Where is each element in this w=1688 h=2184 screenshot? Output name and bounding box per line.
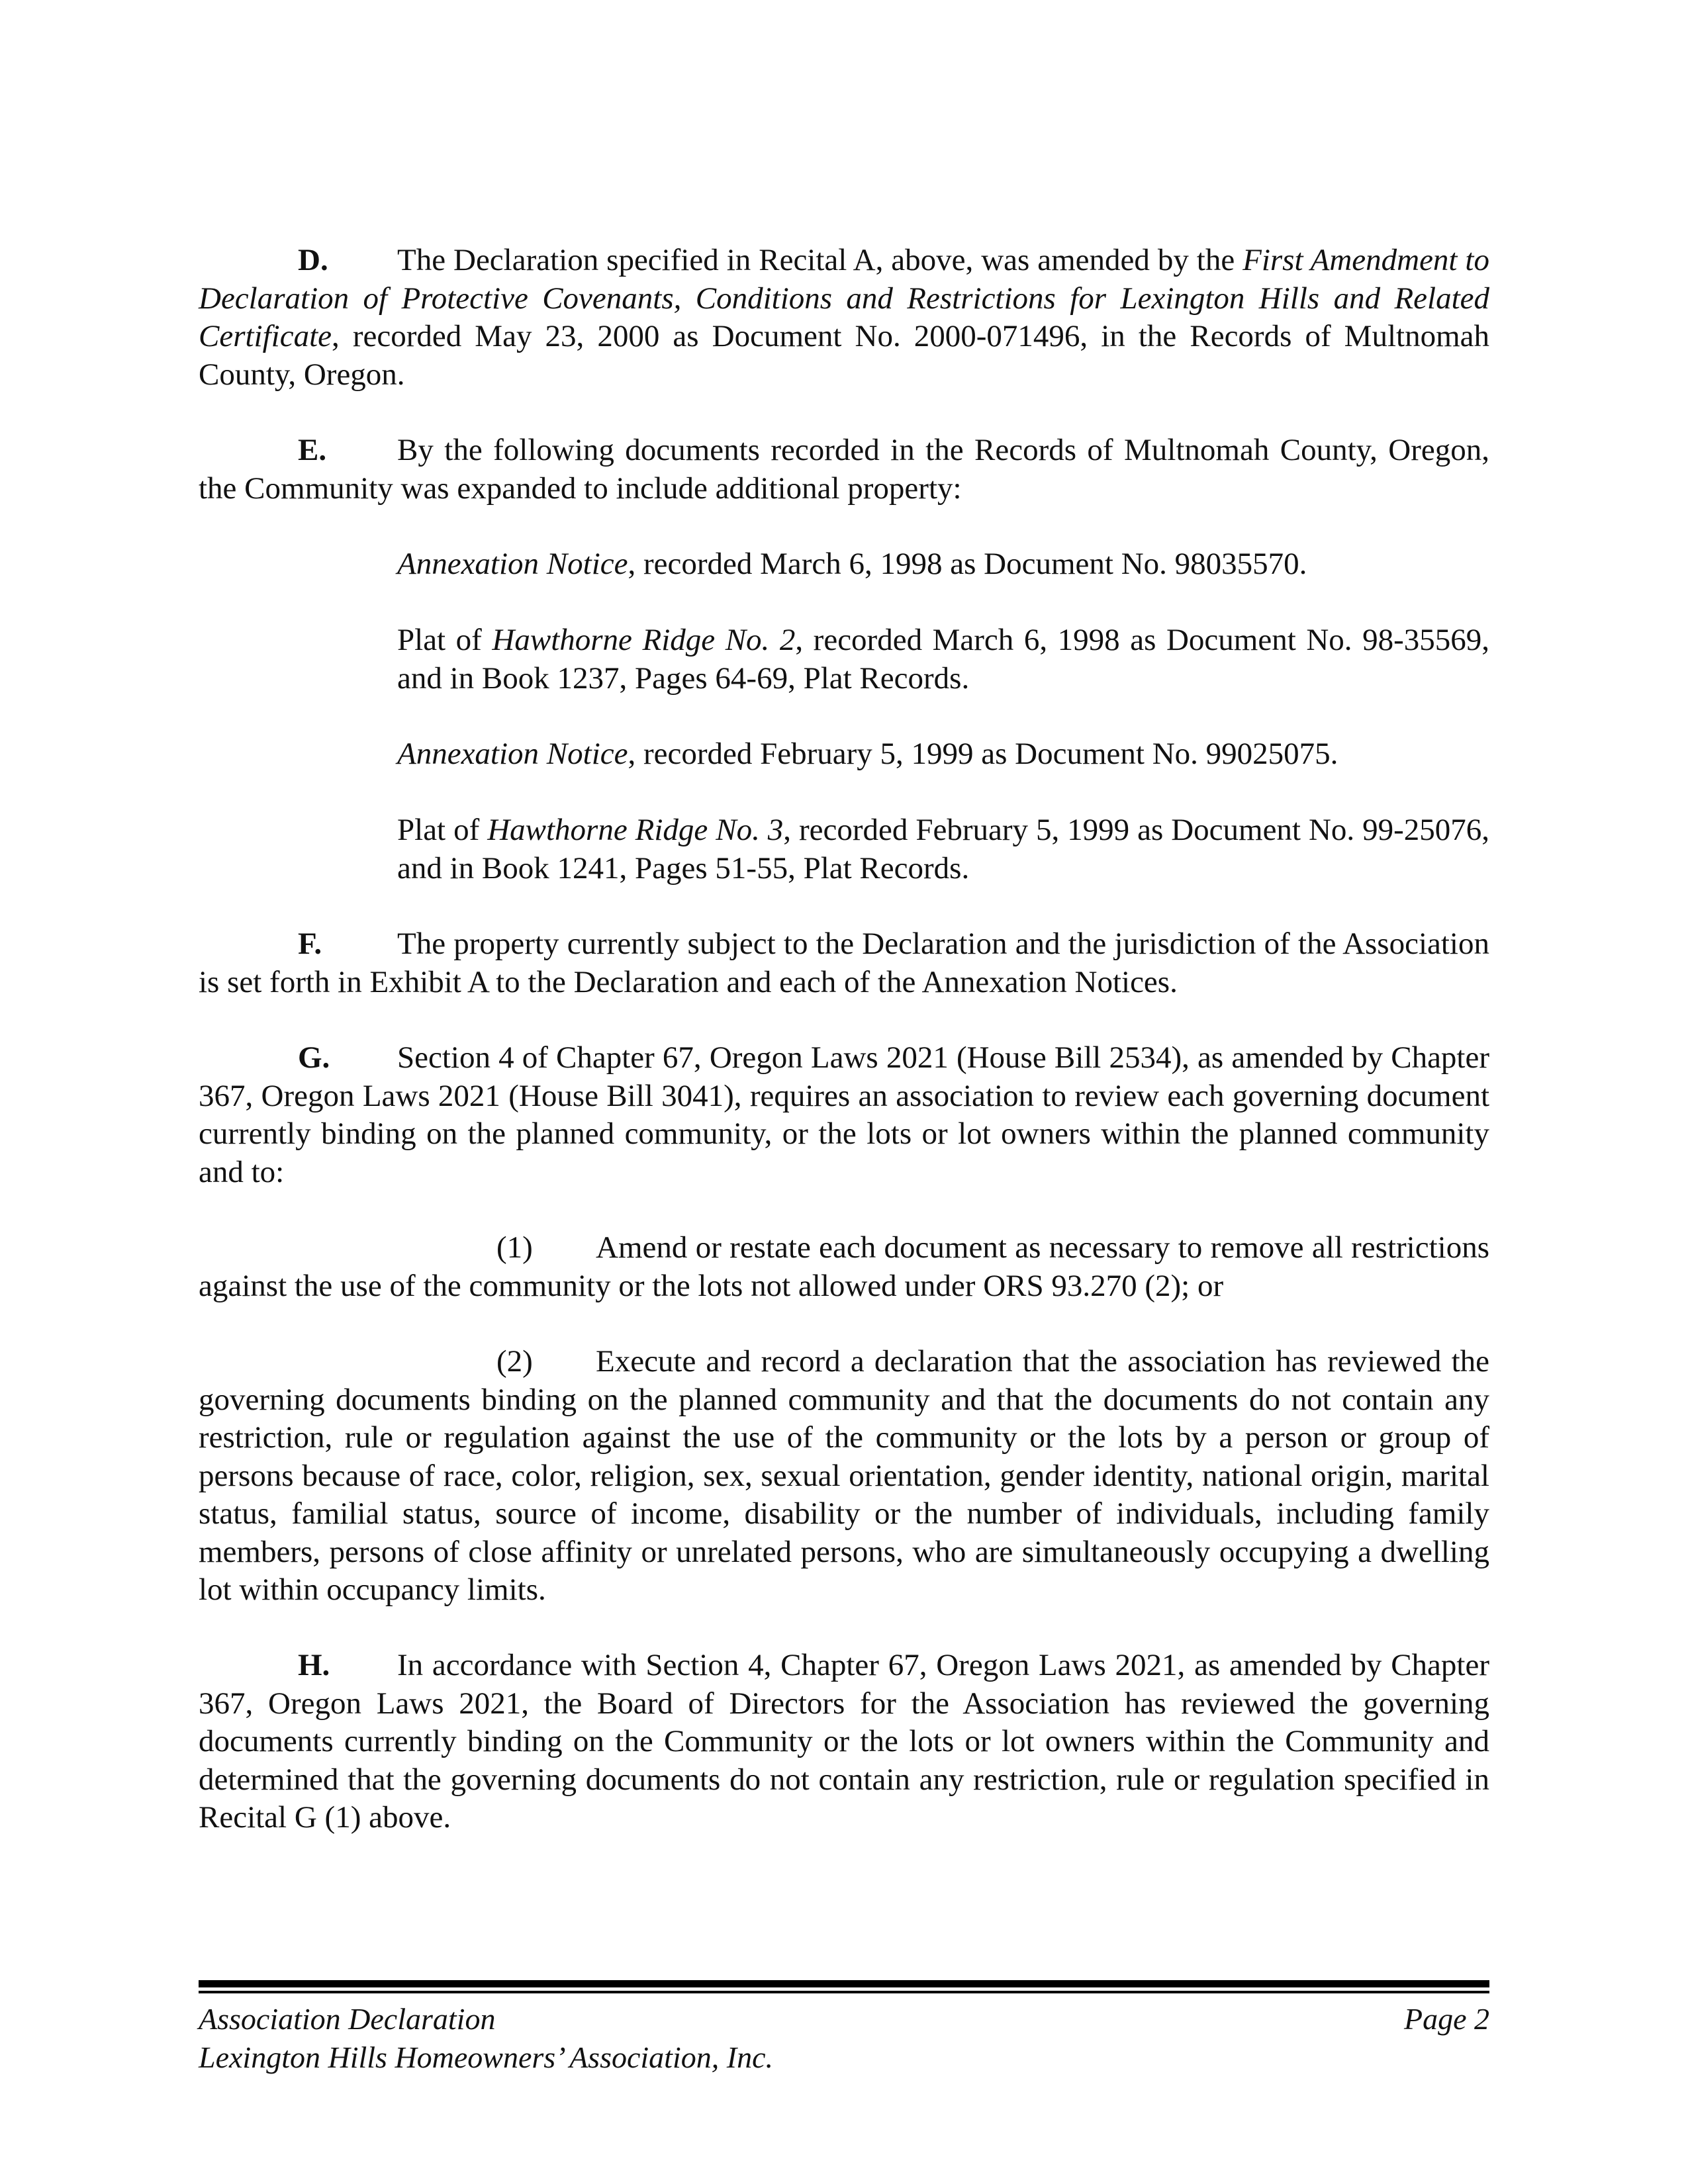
recital-h-label: H. [298,1648,330,1682]
recital-g-label: G. [298,1040,330,1075]
recital-h [199,1647,1489,1837]
recital-e-item-1-text: , recorded March 6, 1998 as Document No. 98035570. [628,547,1307,581]
recital-g-1-label: (1) [496,1230,533,1265]
recital-d-label: D. [298,243,328,277]
recital-f-text: The property currently subject to the Declaration and the jurisdiction of the Association is set forth in Exhibit A to the Declaration and each of the Annexation Notices. [199,927,1489,999]
recital-e-item-4-prefix: Plat of [397,813,488,847]
recital-e-label: E. [298,433,327,467]
recital-f-label: F. [298,927,322,961]
recital-g-1-text: Amend or restate each document as necessary to remove all restrictions against the use of the community or the lots not allowed under ORS 93.270 (2); or [199,1230,1489,1303]
recital-e-text: By the following documents recorded in the Records of Multnomah County, Oregon, the Community was expanded to include additional property: [199,433,1489,506]
recital-e-item-4-title: Hawthorne Ridge No. 3 [487,813,784,847]
recital-g-1 [199,1229,1489,1305]
recital-e-item-2-prefix: Plat of [397,623,492,657]
recital-e-item-3-text: , recorded February 5, 1999 as Document No. 99025075. [628,737,1338,771]
recital-e-item-3-title: Annexation Notice [397,737,628,771]
recital-g [199,1039,1489,1191]
recital-d [199,242,1489,394]
recital-h-text: In accordance with Section 4, Chapter 67, Oregon Laws 2021, as amended by Chapter 367, Oregon Laws 2021, the Board of Directors for the Association has reviewed the governing documents currently binding on the Community or the lots or lot owners within the Community and determined that the governing documents do not contain any restriction, rule or regulation specified in Recital G (1) above. [199,1648,1489,1835]
recital-e-item-1 [397,545,1489,584]
footer-page-number: Page 2 [1403,2002,1489,2036]
recital-e-item-4-text: , recorded February 5, 1999 as Document No. 99-25076, and in Book 1241, Pages 51-55, Plat Records. [397,813,1489,886]
recital-e-item-2-text: , recorded March 6, 1998 as Document No. 98-35569, and in Book 1237, Pages 64-69, Plat Records. [397,623,1489,696]
recital-g-2-text: Execute and record a declaration that the association has reviewed the governing documents binding on the planned community and that the documents do not contain any restriction, rule or regulation against the use of the community or the lots by a person or group of persons because of race, color, religion, sex, sexual orientation, gender identity, national origin, marital status, familial status, source of income, disability or the number of individuals, including family members, persons of close affinity or unrelated persons, who are simultaneously occupying a dwelling lot within occupancy limits. [199,1344,1489,1607]
recital-d-text-2: , recorded May 23, 2000 as Document No. 2000-071496, in the Records of Multnomah County, Oregon. [199,319,1489,392]
recital-f [199,925,1489,1001]
footer-doc-title: Association Declaration [199,2002,496,2036]
recital-g-2-label: (2) [496,1344,533,1379]
recital-e [199,432,1489,508]
recital-d-text-1: The Declaration specified in Recital A, above, was amended by the [397,243,1243,277]
recital-e-item-4 [397,811,1489,887]
recital-e-item-3 [397,735,1489,774]
recital-d-title: First Amendment to Declaration of Protective Covenants, Conditions and Restrictions for Lexington Hills and Related Certificate [199,243,1489,353]
recital-e-item-2 [397,621,1489,698]
recital-g-2 [199,1343,1489,1610]
recital-e-item-1-title: Annexation Notice [397,547,628,581]
recital-g-text: Section 4 of Chapter 67, Oregon Laws 2021 (House Bill 2534), as amended by Chapter 367, Oregon Laws 2021 (House Bill 3041), requires an association to review each governing document currently binding on the planned community, or the lots or lot owners within the planned community and to: [199,1040,1489,1189]
footer-association-name: Lexington Hills Homeowners’ Association, Inc. [199,2040,773,2074]
footer-rule [199,1980,1489,1993]
recital-e-item-2-title: Hawthorne Ridge No. 2 [492,623,796,657]
